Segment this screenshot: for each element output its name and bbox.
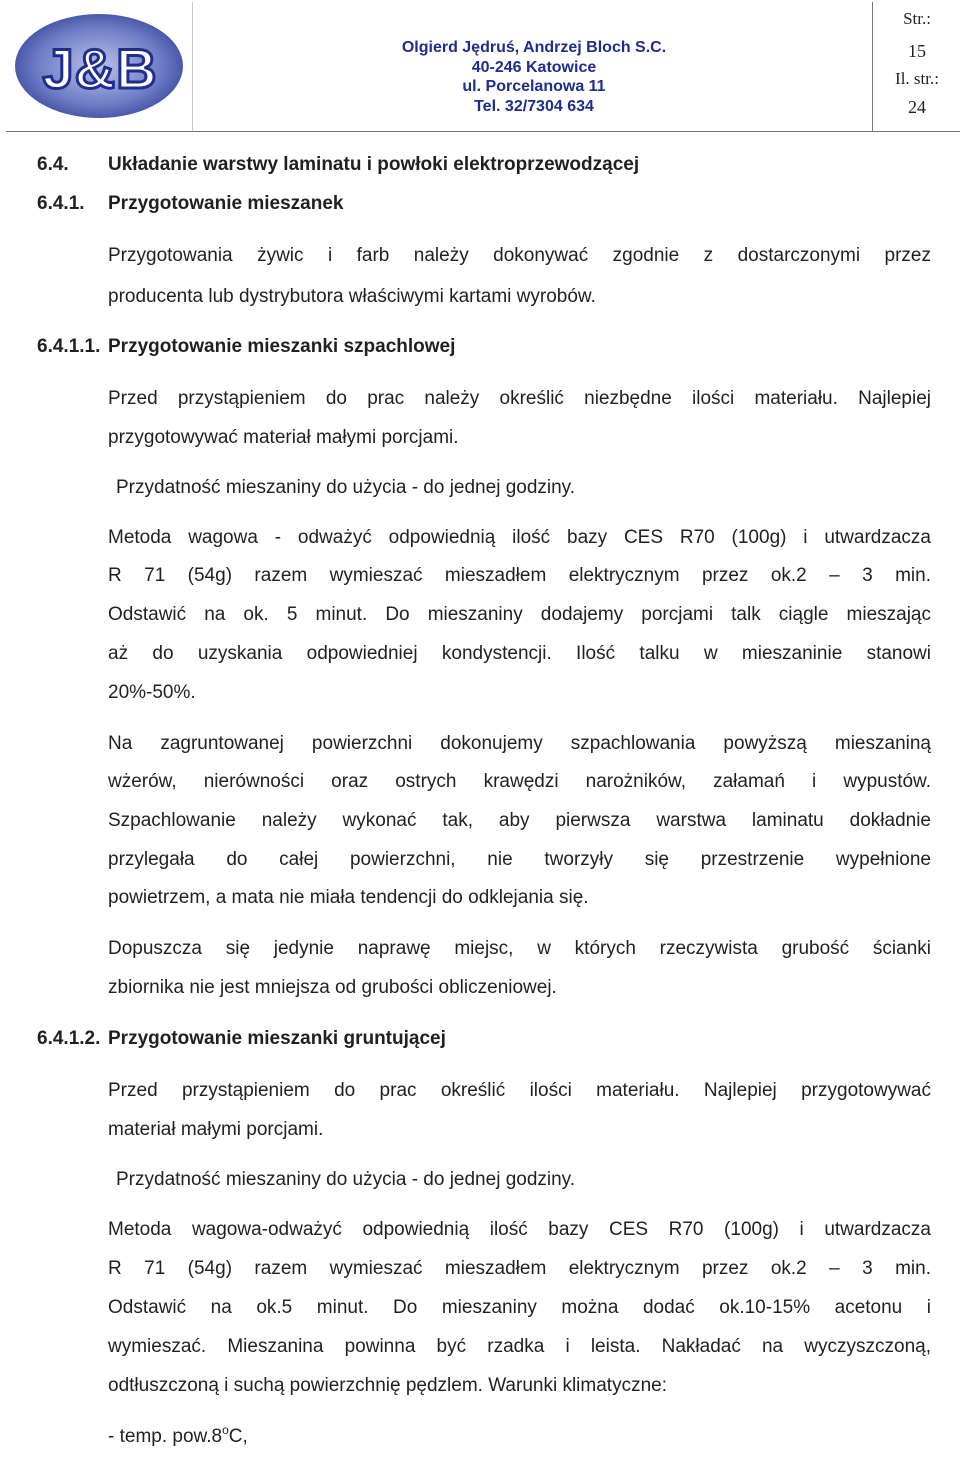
paragraph-line: wymieszać. Mieszanina powinna być rzadka i leista. Nakładać na wyczyszczoną, bbox=[108, 1336, 931, 1357]
company-postal: 40-246 Katowice bbox=[471, 58, 597, 76]
paragraph-line: Odstawić na ok.5 minut. Do mieszaniny można dodać ok.10-15% acetonu i bbox=[108, 1297, 931, 1318]
paragraph-line: R 71 (54g) razem wymieszać mieszadłem elektrycznym przez ok.2 – 3 min. bbox=[108, 1258, 931, 1279]
degree-superscript: o bbox=[222, 1423, 229, 1437]
paragraph-line: Przed przystąpieniem do prac należy określić niezbędne ilości materiału. Najlepiej bbox=[108, 388, 931, 409]
list-item-unit: C, bbox=[228, 1426, 248, 1447]
company-name: Olgierd Jędruś, Andrzej Bloch S.C. bbox=[401, 39, 667, 56]
paragraph-line: aż do uzyskania odpowiedniej kondystencji. Ilość talku w mieszaninie stanowi bbox=[108, 643, 931, 664]
page-number: 15 bbox=[908, 41, 926, 61]
paragraph-line: Na zagruntowanej powierzchni dokonujemy szpachlowania powyższą mieszaniną bbox=[108, 733, 931, 754]
paragraph-line: przylegała do całej powierzchni, nie tworzyły się przestrzenie wypełnione bbox=[108, 849, 931, 870]
paragraph-line: Przydatność mieszaniny do użycia - do jednej godziny. bbox=[116, 1169, 576, 1190]
section-number: 6.4. bbox=[37, 154, 69, 175]
total-pages: 24 bbox=[908, 97, 926, 117]
section-title: Układanie warstwy laminatu i powłoki elektroprzewodzącej bbox=[108, 154, 640, 175]
company-info bbox=[194, 38, 874, 116]
company-logo bbox=[6, 2, 193, 131]
paragraph-line: materiał małymi porcjami. bbox=[108, 1119, 324, 1140]
subsection-title: Przygotowanie mieszanki gruntującej bbox=[108, 1028, 446, 1049]
paragraph-line: wżerów, nierówności oraz ostrych krawędzi narożników, załamań i wypustów. bbox=[108, 771, 931, 792]
subsection-number: 6.4.1.2. bbox=[37, 1028, 101, 1049]
paragraph-line: odtłuszczoną i suchą powierzchnię pędzlem. Warunki klimatyczne: bbox=[108, 1375, 667, 1396]
list-item-text: - temp. pow.8 bbox=[108, 1426, 223, 1447]
paragraph-line: R 71 (54g) razem wymieszać mieszadłem elektrycznym przez ok.2 – 3 min. bbox=[108, 565, 931, 586]
list-item bbox=[108, 1423, 248, 1448]
page-number-box bbox=[872, 2, 960, 131]
paragraph-line: producenta lub dystrybutora właściwymi kartami wyrobów. bbox=[108, 286, 596, 307]
total-pages-label: Il. str.: bbox=[895, 69, 939, 88]
subsection-number: 6.4.1.1. bbox=[37, 336, 101, 357]
company-street: ul. Porcelanowa 11 bbox=[462, 78, 606, 95]
page-label: Str.: bbox=[903, 9, 931, 28]
header-divider bbox=[6, 131, 960, 132]
paragraph-line: Przed przystąpieniem do prac określić ilości materiału. Najlepiej przygotowywać bbox=[108, 1080, 931, 1101]
paragraph-line: 20%-50%. bbox=[108, 682, 196, 703]
paragraph-line: Metoda wagowa - odważyć odpowiednią ilość bazy CES R70 (100g) i utwardzacza bbox=[108, 527, 931, 548]
paragraph-line: Odstawić na ok. 5 minut. Do mieszaniny dodajemy porcjami talk ciągle mieszając bbox=[108, 604, 931, 625]
subsection-title: Przygotowanie mieszanek bbox=[108, 193, 344, 214]
paragraph-line: przygotowywać materiał małymi porcjami. bbox=[108, 427, 459, 448]
company-phone: Tel. 32/7304 634 bbox=[474, 97, 594, 115]
paragraph-line: Szpachlowanie należy wykonać tak, aby pierwsza warstwa laminatu dokładnie bbox=[108, 810, 931, 831]
paragraph-line: Dopuszcza się jedynie naprawę miejsc, w których rzeczywista grubość ścianki bbox=[108, 938, 931, 959]
subsection-number: 6.4.1. bbox=[37, 193, 85, 214]
paragraph-line: zbiornika nie jest mniejsza od grubości obliczeniowej. bbox=[108, 977, 557, 998]
page-header bbox=[6, 2, 958, 133]
paragraph-line: Metoda wagowa-odważyć odpowiednią ilość bazy CES R70 (100g) i utwardzacza bbox=[108, 1219, 931, 1240]
paragraph-line: powietrzem, a mata nie miała tendencji do odklejania się. bbox=[108, 887, 589, 908]
paragraph-line: Przydatność mieszaniny do użycia - do jednej godziny. bbox=[116, 477, 576, 498]
paragraph-line: Przygotowania żywic i farb należy dokonywać zgodnie z dostarczonymi przez bbox=[108, 245, 931, 266]
logo-text: J&B bbox=[42, 37, 158, 100]
subsection-title: Przygotowanie mieszanki szpachlowej bbox=[108, 336, 456, 357]
